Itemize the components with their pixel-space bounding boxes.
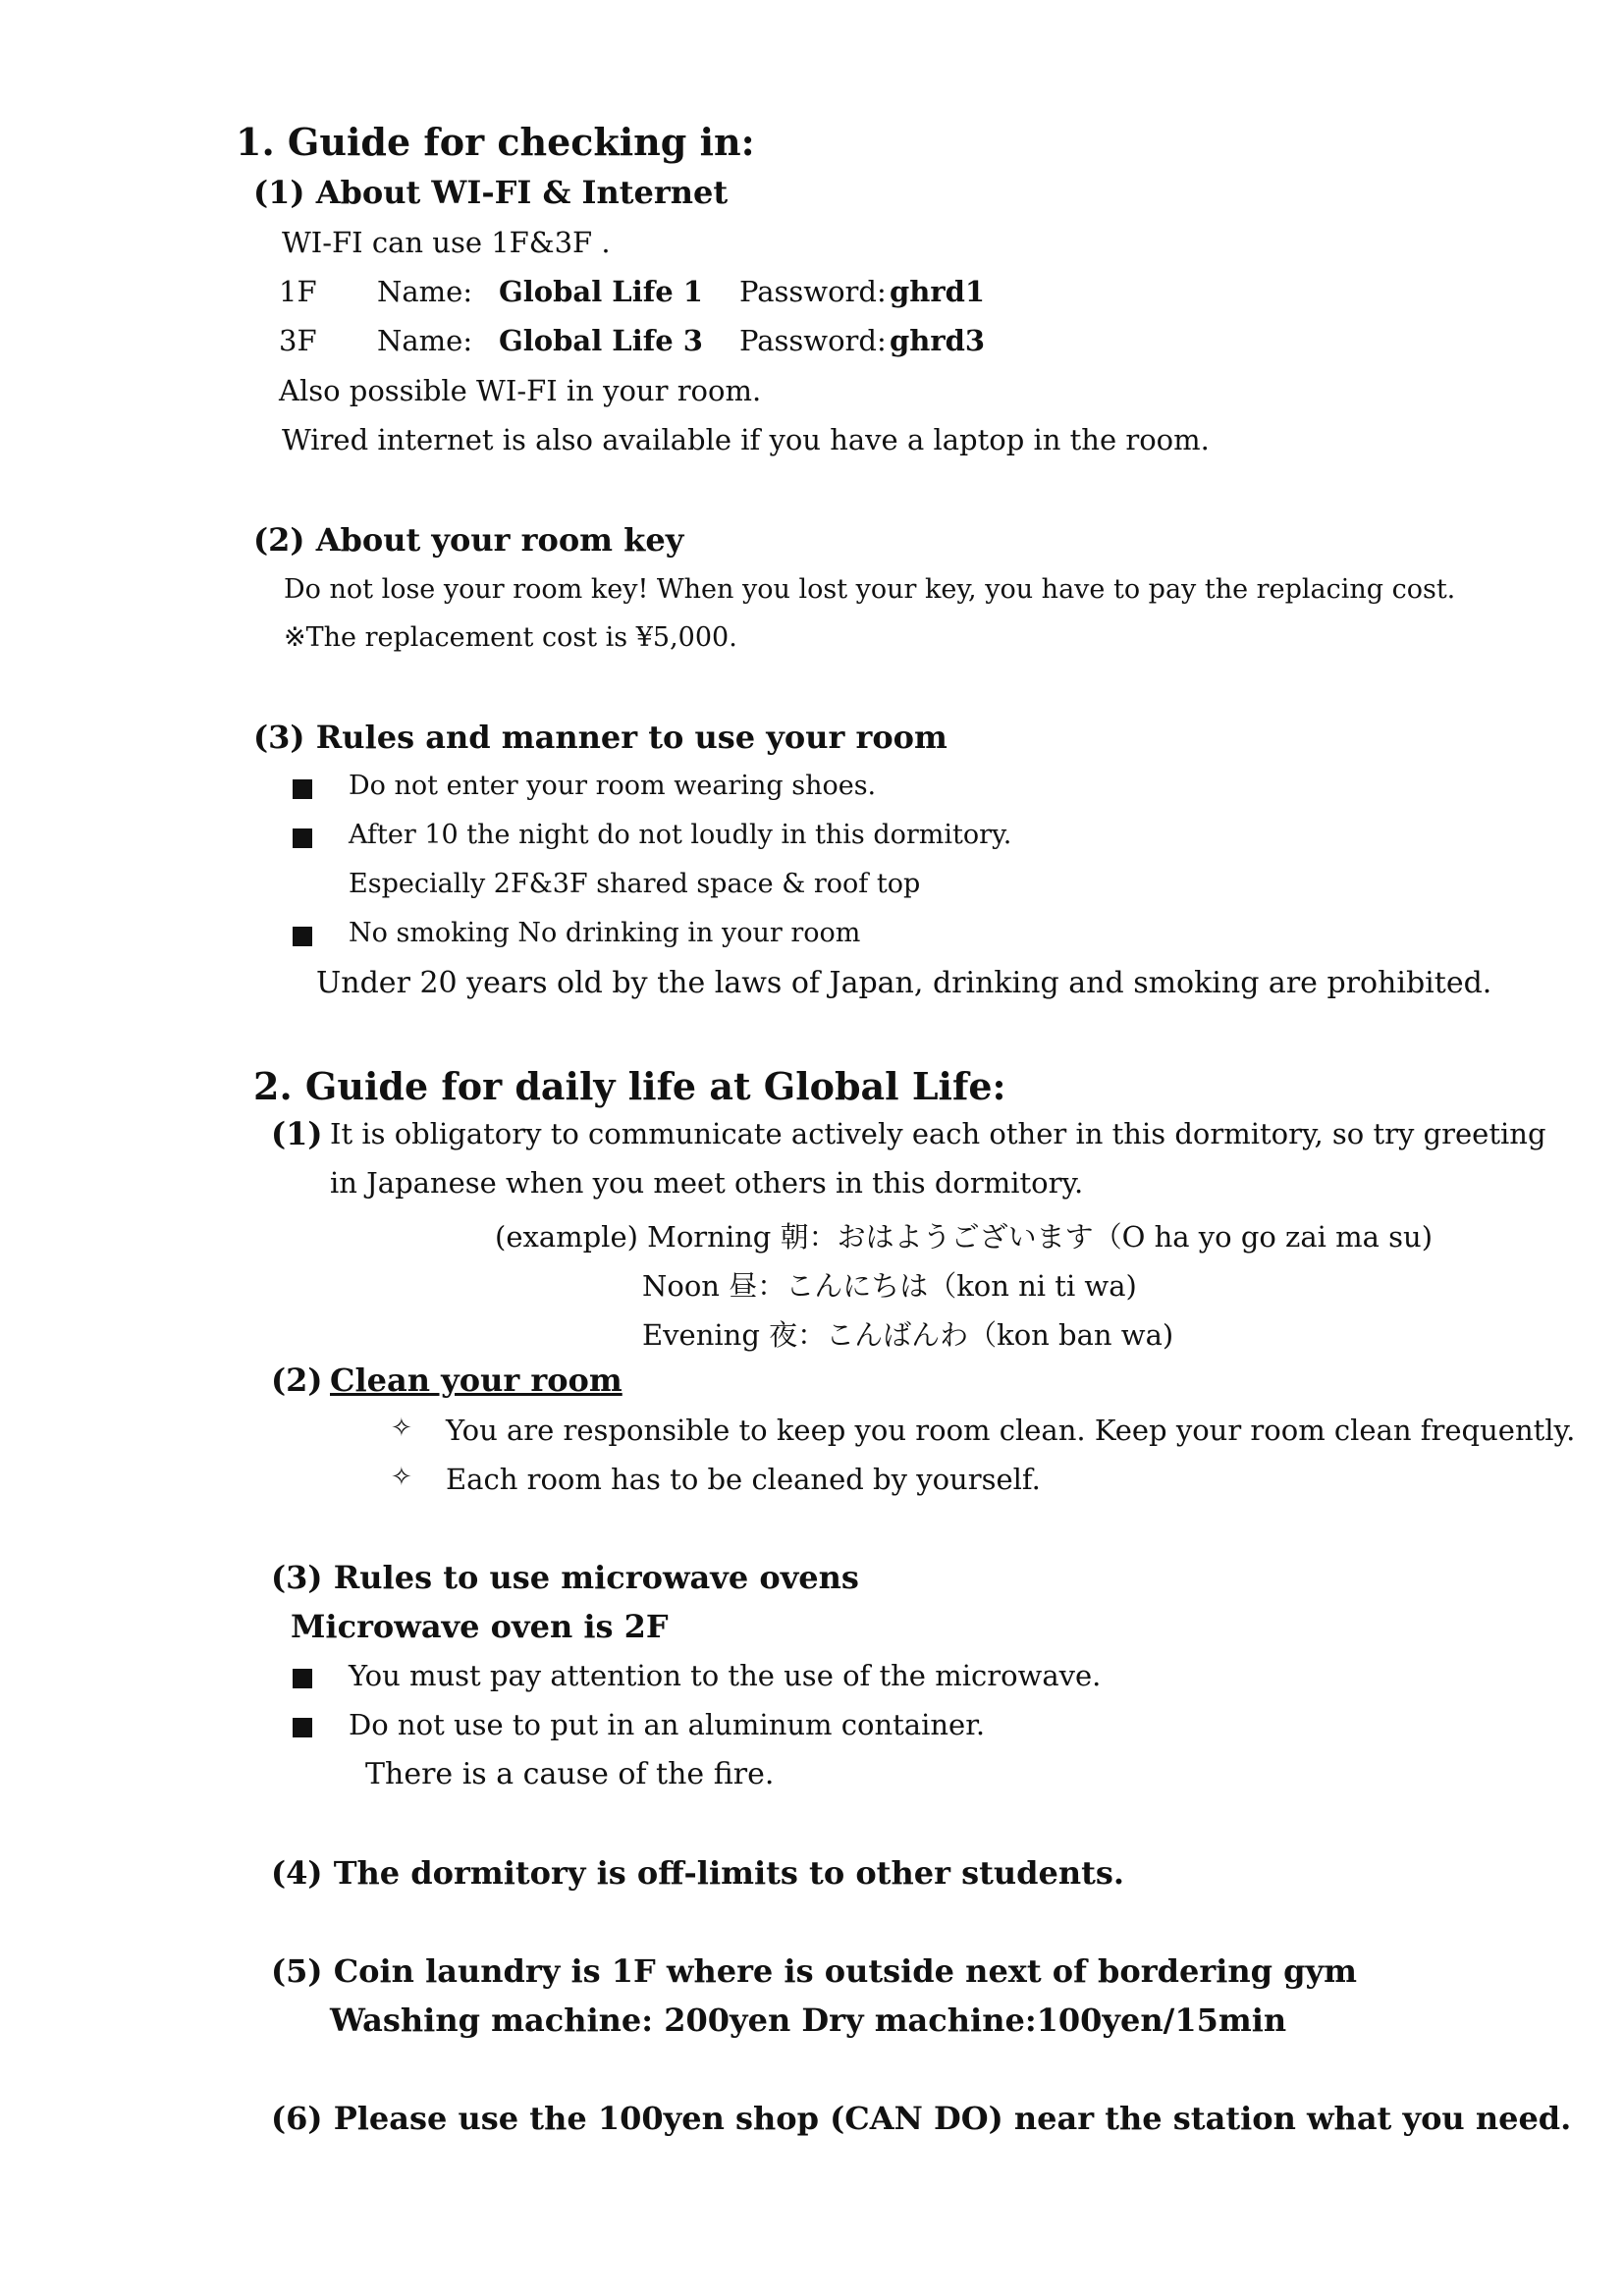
- key-heading: (2) About your room key: [253, 521, 684, 559]
- wifi-password: ghrd3: [890, 324, 986, 357]
- wifi-network-name: Global Life 3: [499, 324, 703, 357]
- greeting-example-noon: Noon 昼：こんにちは（kon ni ti wa): [642, 1269, 1137, 1303]
- shop-notice: (6) Please use the 100yen shop (CAN DO) near the station what you need.: [271, 2100, 1572, 2137]
- microwave-rule: You must pay attention to the use of the microwave.: [349, 1659, 1102, 1692]
- age-notice: Under 20 years old by the laws of Japan, drinking and smoking are prohibited.: [316, 966, 1492, 1000]
- rule-item: After 10 the night do not loudly in this dormitory.: [349, 820, 1012, 850]
- clean-number: (2): [271, 1362, 323, 1399]
- black-square-icon: [293, 1718, 312, 1737]
- wifi-heading: (1) About WI-FI & Internet: [253, 174, 729, 211]
- rules-heading: (3) Rules and manner to use your room: [253, 719, 947, 756]
- rule-item: Do not enter your room wearing shoes.: [349, 771, 877, 801]
- greeting-example-morning: (example) Morning 朝：おはようございます（O ha yo go zai ma su): [495, 1220, 1434, 1254]
- rule-item-continued: Especially 2F&3F shared space & roof top: [349, 869, 921, 899]
- diamond-icon: ✧: [391, 1414, 412, 1443]
- clean-item: Each room has to be cleaned by yourself.: [446, 1463, 1041, 1496]
- wifi-floor: 1F: [279, 275, 317, 308]
- wifi-name-label: Name:: [377, 275, 473, 308]
- wifi-floor: 3F: [279, 324, 317, 357]
- greeting-example-evening: Evening 夜：こんばんわ（kon ban wa): [642, 1318, 1174, 1352]
- section2-title: 2. Guide for daily life at Global Life:: [253, 1064, 1006, 1108]
- rule-item: No smoking No drinking in your room: [349, 918, 861, 948]
- key-cost: ※The replacement cost is ¥5,000.: [284, 622, 737, 653]
- greeting-text: It is obligatory to communicate actively each other in this dormitory, so try greeting: [330, 1117, 1546, 1150]
- microwave-rule-continued: There is a cause of the fire.: [365, 1757, 775, 1791]
- wifi-note: Also possible WI-FI in your room.: [279, 374, 762, 407]
- section1-title: 1. Guide for checking in:: [236, 120, 755, 164]
- black-square-icon: [293, 779, 312, 799]
- greeting-number: (1): [271, 1115, 323, 1152]
- offlimits-notice: (4) The dormitory is off-limits to other students.: [271, 1854, 1125, 1892]
- wifi-password-label: Password:: [739, 275, 887, 308]
- wifi-network-name: Global Life 1: [499, 275, 703, 308]
- black-square-icon: [293, 828, 312, 848]
- diamond-icon: ✧: [391, 1463, 412, 1492]
- microwave-heading: (3) Rules to use microwave ovens: [271, 1559, 859, 1596]
- wifi-password-label: Password:: [739, 324, 887, 357]
- greeting-text-continued: in Japanese when you meet others in this dormitory.: [330, 1166, 1084, 1200]
- microwave-location: Microwave oven is 2F: [291, 1608, 669, 1645]
- key-warning: Do not lose your room key! When you lost your key, you have to pay the replacing cost.: [284, 574, 1456, 605]
- wired-note: Wired internet is also available if you have a laptop in the room.: [282, 423, 1210, 456]
- microwave-rule: Do not use to put in an aluminum container.: [349, 1708, 986, 1741]
- wifi-password: ghrd1: [890, 275, 986, 308]
- wifi-intro: WI-FI can use 1F&3F .: [282, 226, 611, 259]
- black-square-icon: [293, 1669, 312, 1688]
- wifi-name-label: Name:: [377, 324, 473, 357]
- black-square-icon: [293, 927, 312, 946]
- clean-heading: Clean your room: [330, 1362, 623, 1399]
- laundry-notice: (5) Coin laundry is 1F where is outside next of bordering gym: [271, 1952, 1357, 1990]
- laundry-prices: Washing machine: 200yen Dry machine:100yen/15min: [330, 2002, 1287, 2039]
- clean-item: You are responsible to keep you room clean. Keep your room clean frequently.: [446, 1414, 1576, 1447]
